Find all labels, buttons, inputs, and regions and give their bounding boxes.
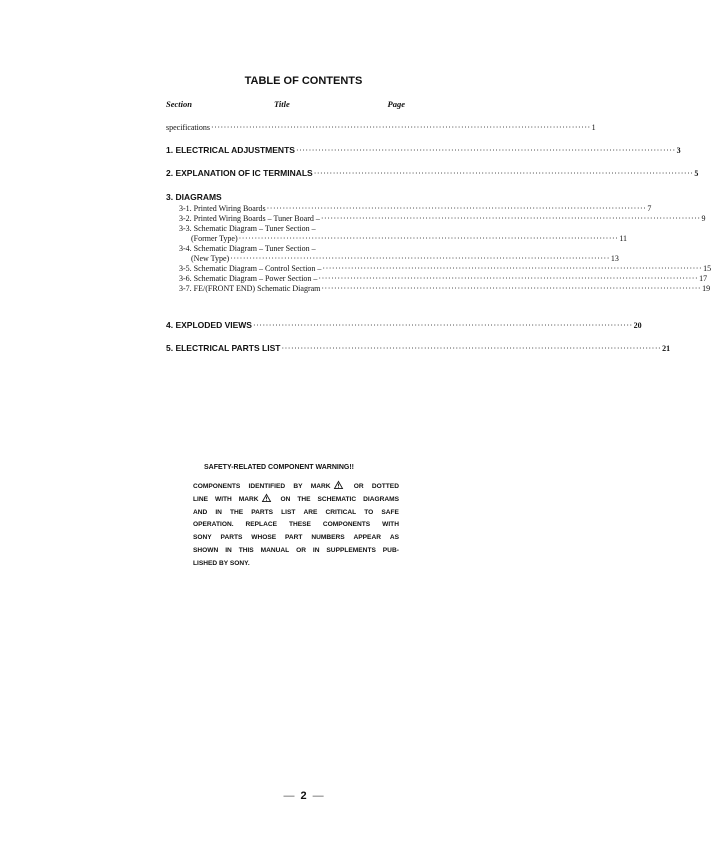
toc-section-label: 3. DIAGRAMS	[166, 192, 222, 202]
safety-warning-word: AND	[193, 508, 208, 516]
safety-warning-line	[193, 558, 399, 571]
toc-entry-electrical-parts-list[interactable]	[166, 343, 671, 354]
leader-dots: ························································································································	[295, 146, 676, 155]
toc-entry-label: 3-2. Printed Wiring Boards – Tuner Board –	[179, 214, 320, 223]
safety-warning-word: MARK	[239, 494, 274, 507]
safety-warning-word: NUMBERS	[311, 534, 345, 542]
safety-warning-word: REPLACE	[245, 521, 278, 529]
safety-warning-word: PUB-	[382, 546, 399, 554]
safety-warning-word: IN	[225, 546, 232, 554]
safety-warning-word: PARTS	[251, 508, 274, 516]
leader-dots: ························································································································	[318, 274, 699, 283]
page-number-value: 2	[300, 790, 307, 802]
safety-warning-word: THIS	[238, 546, 254, 554]
toc-entry-diagram-3-4[interactable]	[166, 244, 619, 264]
leader-dots: ························································································································	[320, 214, 701, 223]
toc-entry-page: 7	[647, 204, 652, 213]
safety-warning-word: IN	[215, 508, 222, 516]
safety-warning-word: SAFE	[381, 508, 399, 516]
toc-entry-label: 3-6. Schematic Diagram – Power Section –	[179, 274, 318, 283]
safety-warning-word: THESE	[288, 521, 311, 529]
toc-entry-exploded-views[interactable]	[166, 320, 642, 331]
safety-warning-word: ARE	[303, 508, 318, 516]
safety-warning-word: IN	[312, 546, 320, 554]
toc-entry-label: 2. EXPLANATION OF IC TERMINALS	[166, 168, 313, 178]
toc-entry-label: 3-4. Schematic Diagram – Tuner Section –	[179, 244, 316, 253]
safety-warning-word: SUPPLEMENTS	[326, 546, 376, 554]
safety-warning-word: ON	[280, 495, 291, 503]
leader-dots: ························································································································	[322, 264, 703, 273]
page-number-dash-left: —	[283, 790, 295, 802]
toc-entry-page: 21	[662, 344, 671, 353]
column-header-title: Title	[274, 99, 290, 109]
toc-entry-label-continued: (New Type)	[191, 254, 230, 263]
toc-entry-label: 3-7. FE/(FRONT END) Schematic Diagram	[179, 284, 321, 293]
toc-entry-label: 3-1. Printed Wiring Boards	[179, 204, 266, 213]
toc-entry-label: 3-3. Schematic Diagram – Tuner Section –	[179, 224, 316, 233]
column-header-section: Section	[166, 99, 192, 109]
safety-warning-line	[193, 481, 399, 494]
safety-warning-word: LINE	[193, 495, 209, 503]
safety-warning-title: SAFETY-RELATED COMPONENT WARNING!!	[204, 464, 354, 471]
toc-entry-page: 19	[702, 284, 711, 293]
toc-entry-page: 17	[699, 274, 708, 283]
safety-warning-line	[193, 507, 399, 520]
toc-entry-diagram-3-2[interactable]	[166, 214, 706, 224]
toc-section-diagrams	[166, 192, 711, 294]
toc-entry-specifications[interactable]	[166, 123, 596, 133]
column-header-page: Page	[387, 99, 405, 109]
safety-warning-word: COMPONENTS	[322, 521, 371, 529]
toc-entry-page: 9	[701, 214, 706, 223]
toc-entry-electrical-adjustments[interactable]	[166, 145, 681, 156]
safety-warning-word: MARK	[311, 481, 346, 494]
page-number-dash-right: —	[312, 790, 324, 802]
safety-warning-word: LISHED BY SONY.	[193, 559, 250, 567]
toc-entry-label: 1. ELECTRICAL ADJUSTMENTS	[166, 145, 295, 155]
safety-warning-word: LIST	[281, 508, 296, 516]
warning-triangle-icon	[262, 494, 271, 502]
toc-entry-page: 13	[610, 254, 619, 263]
toc-entry-label: 4. EXPLODED VIEWS	[166, 320, 252, 330]
safety-warning-word: OR	[296, 546, 306, 554]
safety-warning-word: TO	[364, 508, 374, 516]
toc-entry-label: 5. ELECTRICAL PARTS LIST	[166, 343, 281, 353]
leader-dots: ························································································································	[313, 169, 694, 178]
toc-entry-diagram-3-5[interactable]	[166, 264, 711, 274]
safety-warning-word: COMPONENTS	[193, 483, 241, 490]
safety-warning-word: WITH	[382, 521, 399, 529]
toc-entry-ic-terminals[interactable]	[166, 168, 699, 179]
leader-dots: ························································································································	[281, 344, 662, 353]
safety-warning-word: APPEAR	[353, 534, 381, 542]
safety-warning-line	[193, 532, 399, 545]
toc-entry-diagram-3-7[interactable]	[166, 284, 711, 294]
safety-warning-word: WHOSE	[251, 534, 277, 542]
safety-warning-line	[193, 545, 399, 558]
safety-warning-word: WITH	[214, 495, 232, 503]
page-number	[0, 790, 607, 802]
safety-warning-word: IDENTIFIED	[248, 483, 286, 490]
safety-warning-body	[193, 481, 399, 571]
safety-warning-line	[193, 494, 399, 507]
safety-warning-word: BY	[293, 483, 303, 490]
toc-entry-diagram-3-3[interactable]	[166, 224, 628, 244]
toc-entry-page: 20	[633, 321, 642, 330]
safety-warning-word: SCHEMATIC	[317, 495, 357, 503]
leader-dots: ························································································································	[230, 254, 610, 263]
leader-dots: ························································································································	[238, 234, 619, 243]
leader-dots: ························································································································	[252, 321, 633, 330]
toc-entry-page: 1	[591, 123, 596, 132]
safety-warning-word: OR	[353, 483, 364, 490]
safety-warning-word: AS	[389, 534, 399, 542]
safety-warning-word: SONY	[193, 534, 212, 542]
leader-dots: ························································································································	[266, 204, 647, 213]
toc-entry-page: 3	[676, 146, 681, 155]
safety-warning-word: PART	[285, 534, 303, 542]
toc-entry-page: 11	[619, 234, 628, 243]
safety-warning-word: THE	[229, 508, 244, 516]
toc-entry-diagram-3-6[interactable]	[166, 274, 708, 284]
safety-warning-word: CRITICAL	[325, 508, 357, 516]
toc-entry-diagram-3-1[interactable]	[166, 204, 652, 214]
warning-triangle-icon	[334, 481, 343, 489]
toc-entry-label-continued: (Former Type)	[191, 234, 238, 243]
toc-entry-page: 5	[694, 169, 699, 178]
safety-warning-word: THE	[297, 495, 311, 503]
page-title: TABLE OF CONTENTS	[244, 75, 363, 87]
safety-warning-word: DIAGRAMS	[363, 495, 399, 503]
safety-warning-word: SHOWN	[193, 546, 219, 554]
leader-dots: ························································································································	[321, 284, 702, 293]
toc-entry-label: 3-5. Schematic Diagram – Control Section –	[179, 264, 322, 273]
safety-warning-word: OPERATION.	[193, 521, 234, 529]
safety-warning-line	[193, 519, 399, 532]
leader-dots: ························································································································	[210, 123, 591, 132]
toc-entry-label: specifications	[166, 123, 210, 132]
safety-warning-word: DOTTED	[371, 483, 399, 490]
toc-entry-page: 15	[703, 264, 711, 273]
safety-warning-word: MANUAL	[260, 546, 290, 554]
safety-warning-word: PARTS	[220, 534, 243, 542]
